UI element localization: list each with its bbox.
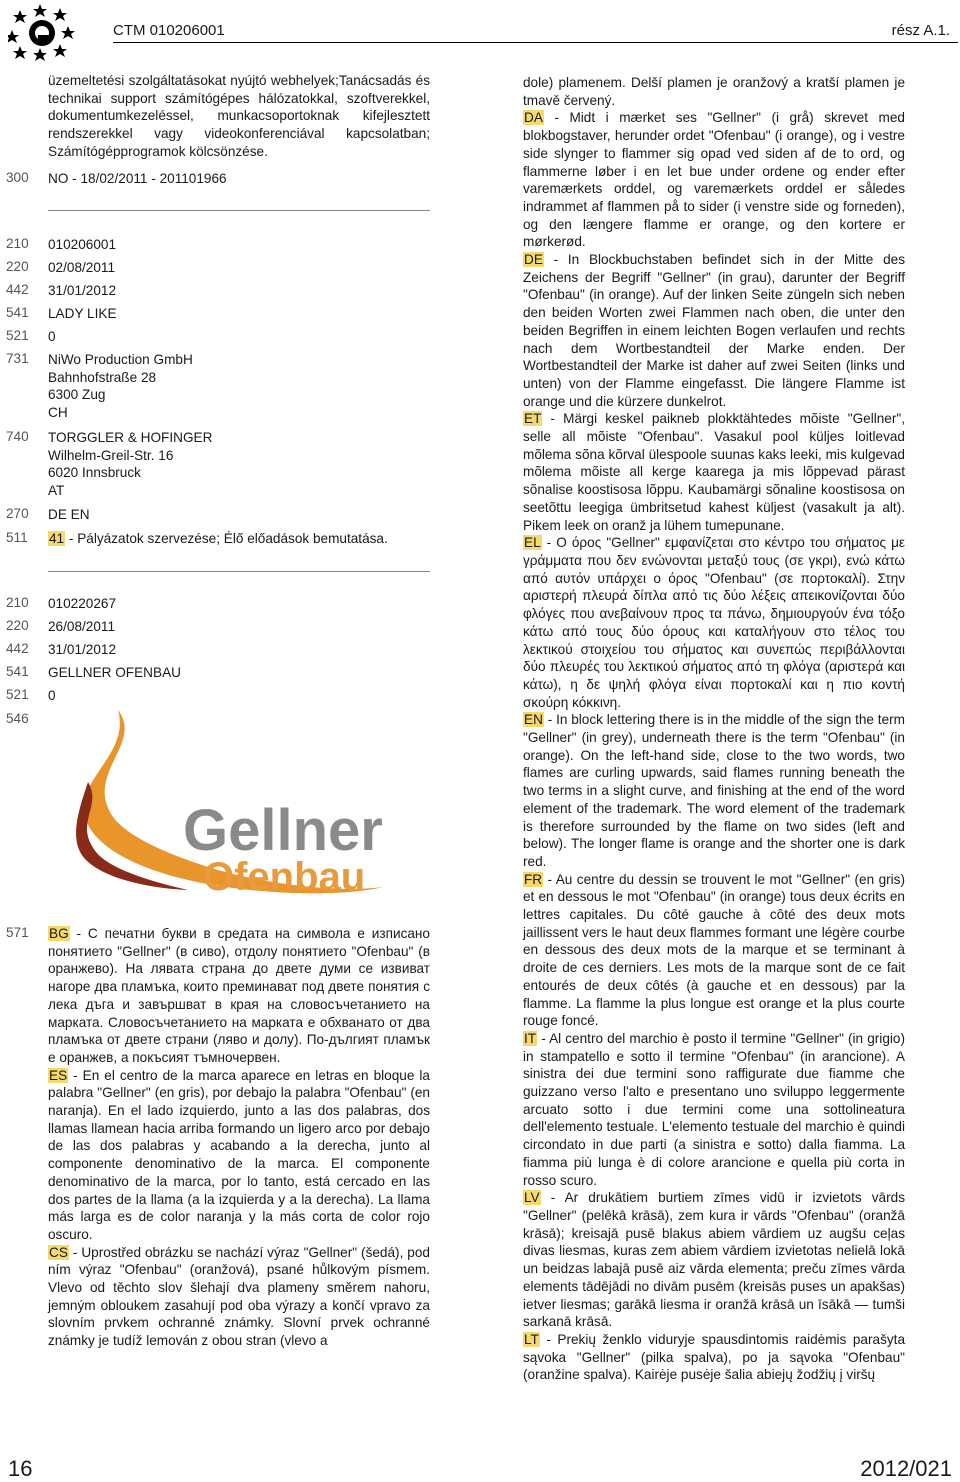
field-code: 546 — [6, 711, 29, 726]
description-de — [523, 251, 905, 410]
description-es — [48, 1067, 430, 1244]
rep-line: TORGGLER & HOFINGER — [48, 430, 213, 445]
lang-badge: ET — [524, 411, 542, 427]
lang-badge: IT — [524, 1030, 537, 1046]
field-code: 541 — [6, 664, 29, 679]
priority-value: NO - 18/02/2011 - 201101966 — [48, 171, 227, 186]
description-bg — [48, 925, 430, 1067]
description-text: - Prekių ženklo viduryje spausdintomis raidėmis parašyta sąvoka "Gellner" (pilka spalva), po ja sąvoka "Ofenbau" (oranžine spalva). Kairėje pusėje šalia abiejų žodžių į viršų — [523, 1331, 905, 1383]
rep-line: Wilhelm-Greil-Str. 16 — [48, 447, 174, 463]
goods-text: - Pályázatok szervezése; Élő előadások bemutatása. — [65, 531, 388, 546]
lang-badge: LV — [524, 1190, 540, 1206]
field-code: 442 — [6, 641, 29, 656]
entry-divider — [48, 210, 430, 211]
field-value: 26/08/2011 — [48, 619, 116, 634]
header-divider — [113, 42, 958, 43]
description-el — [523, 534, 905, 711]
description-text: - Au centre du dessin se trouvent le mot "Gellner" (en gris) et en dessous le mot "Ofenbau" (in orange) tous deux écrits en lettres capitales. Du côté gauche à côté des deux mots jaillissent vers le haut deux flammes formant une légère courbe en dessous des deux mots de la marque et se terminant à droite de ces derniers. Les mots de la marque sont de ce fait entourés de deux côtés (à gauche et en dessous) par la flamme. La flamme la plus longue est orange et la plus courte rouge foncé. — [523, 871, 905, 1029]
description-text: - In block lettering there is in the middle of the sign the term "Gellner" (in grey), underneath there is the term "Ofenbau" (in orange). On the left-hand side, close to the two words, two flames are curling upwards, said flames running beneath the two terms in a slight curve, and finishing at the end of the word element of the trademark. The word element of the trademark is therefore surrounded by the flame on two sides (left and below). The longer flame is orange and the shorter one is dark red. — [523, 712, 905, 869]
mark-name: GELLNER OFENBAU — [48, 665, 181, 680]
owner-line: 6300 Zug — [48, 387, 106, 403]
owner-line: NiWo Production GmbH — [48, 352, 193, 367]
lang-badge: ES — [49, 1067, 68, 1083]
field-code: 571 — [6, 925, 29, 940]
description-text: - Ar drukātiem burtiem zīmes vidū ir izvietots vārds "Gellner" (pelēkā krāsā), zem kura ir vārds "Ofenbau" (oranžā krāsā); kreisajā pusē blakus abiem vārdiem uz augšu ceļas divas liesmas, kuras zem abiem vārdiem izvietotas nelielā lokā un beidzas labajā pusē aiz vārda elementa; preču zīmes vārda elements tādējādi no divām pusēm (kreisās puses un apakšas) ietver liesmas; garākā liesma ir oranžā krāsā un īsākā — tumši sarkanā krāsā. — [523, 1190, 905, 1330]
lang-badge: EL — [524, 535, 541, 551]
description-it — [523, 1030, 905, 1189]
description-text: - Ο όρος "Gellner" εμφανίζεται στο κέντρο του σήματος με γράμματα που δεν ενώνονται μεταξύ τους (σε γκρι), ενώ κάτω από αυτόν υπάρχει ο όρος "Ofenbau" (σε πορτοκαλί). Στην αριστερή πλευρά δίπλα από τις δύο λέξεις απεικονίζονται δύο φλόγες που ανεβαίνουν προς τα πάνω, δημιουργούν ένα τόξο κάτω από τους δύο όρους και καταλήγουν στο τέλος του λεκτικού στοιχείου του σήματος και συνεπώς περιβάλλονται δύο πλευρές του λεκτικού σήματος από τη φλόγα (αριστερά και κάτω), η δε ψηλή φλόγα είναι πορτοκαλί και η πιο κοντή σκούρη κόκκινη. — [523, 535, 905, 710]
field-code: 210 — [6, 595, 29, 610]
field-code: 220 — [6, 259, 29, 274]
bulletin-issue: 2012/021 — [860, 1456, 952, 1481]
description-text: - Uprostřed obrázku se nachází výraz "Gellner" (šedá), pod ním výraz "Ofenbau" (oranžová), psané hůlkovým písmem. Vlevo od těchto slov šlehají dva plameny směrem nahoru, jemným obloukem zasahují pod oba výrazy a končí vpravo za slovním prvkem ochranné známky. Slovní prvek ochranné známky je tudíž lemován z obou stran (vlevo a — [48, 1244, 430, 1349]
intro-goods-text: üzemeltetési szolgáltatásokat nyújtó webhelyek;Tanácsadás és technikai support számítógépes hálózatokkal, szoftverekkel, dokumentumkezeléssel, munkacsoportoknak kifejlesztett rendszerekkel vagy videokonferenciával kapcsolatban; Számítógépprogramok kölcsönzése. — [48, 73, 430, 159]
description-fr — [523, 871, 905, 1030]
entry-divider — [48, 571, 430, 572]
description-cs — [48, 1244, 430, 1350]
field-value: 31/01/2012 — [48, 642, 117, 657]
descriptions-left — [48, 925, 430, 1350]
lang-badge: DA — [524, 110, 543, 126]
rep-line: 6020 Innsbruck — [48, 465, 141, 481]
document-title: CTM 010206001 — [113, 22, 225, 39]
field-code: 731 — [6, 351, 29, 366]
field-value: 31/01/2012 — [48, 283, 117, 298]
class-number-badge: 41 — [49, 531, 65, 546]
field-code: 521 — [6, 328, 29, 343]
field-code: 521 — [6, 687, 29, 702]
description-da — [523, 109, 905, 251]
field-value: 0 — [48, 329, 56, 344]
description-et — [523, 410, 905, 534]
languages: DE EN — [48, 507, 90, 522]
description-text: - С печатни букви в средата на символа е изписано понятието "Gellner" (в сиво), отдолу понятието "Ofenbau" (в оранжево). На лявата страна до двете думи се извиват нагоре два пламъка, които преминават под двете понятия с лека дъга и завършват в края на словосъчетанието на марката. Словосъчетанието на марката е обхванато от два пламъка от двете страни (ляво и долу). По-дългият пламък е оранжев, а покъсият тъмночервен. — [48, 926, 430, 1065]
description-lv — [523, 1189, 905, 1331]
lang-badge: BG — [49, 926, 69, 941]
description-cs-continued: dole) plamenem. Delší plamen je oranžový a kratší plamen je tmavě červený. — [523, 75, 905, 108]
field-value: 010220267 — [48, 596, 117, 611]
page-number: 16 — [8, 1456, 33, 1481]
mark-name: LADY LIKE — [48, 306, 117, 321]
owner-line: Bahnhofstraße 28 — [48, 369, 157, 385]
description-text: - Märgi keskel paikneb plokktähtedes mõiste "Gellner", selle all mõiste "Ofenbau". Vasakul pool küljes loitlevad mõlema sõna kõrval ülespoole suunas kaks leeki, mis kulgevad mõlema mõiste all kerge kaarega ja mis lõppevad pärast sõnalise koostisosa lõppu. Kaubamärgi sõnaline koostisosa on seetõttu leegiga ümbritsetud kahest küljest (vasakult ja alt). Pikem leek on oranž ja lühem tumepunane. — [523, 411, 905, 533]
lang-badge: EN — [524, 712, 543, 728]
field-value: 010206001 — [48, 237, 117, 252]
gellner-ofenbau-logo — [48, 702, 430, 902]
field-value: 0 — [48, 688, 56, 703]
goods-services — [48, 530, 388, 548]
logo-ofenbau-text: Ofenbau — [203, 855, 366, 899]
lang-badge: FR — [524, 871, 543, 887]
description-text: - Midt i mærket ses "Gellner" (i grå) skrevet med blokbogstaver, herunder ordet "Ofenbau" (i orange), og i vestre side slynger to flammer sig opad ved siden af de to ord, og flammerne løber i en let bue under ordene og ender efter varemærkets orddel, og varemærkets orddel er således indrammet af flammen på to sider (i venstre side og forneden), og den længere flamme er orange, og den kortere er mørkerød. — [523, 110, 905, 250]
field-code: 300 — [6, 170, 29, 185]
descriptions-right — [523, 74, 905, 1384]
lang-badge: DE — [524, 252, 543, 268]
description-en — [523, 711, 905, 870]
description-text: - In Blockbuchstaben befindet sich in der Mitte des Zeichens der Begriff "Gellner" (in grau), darunter der Begriff "Ofenbau" (in orange). Auf der linken Seite züngeln sich neben den beiden Worten zwei Flammen nach oben, die unter den beiden Begriffen in einem leichten Bogen verlaufen und rechts nach dem Wortbestandteil der Marke enden. Der Wortbestandteil der Marke ist daher auf zwei Seiten (links und unten) von der Flamme eingefasst. Die längere Flamme ist orange und die kürzere dunkelrot. — [523, 252, 905, 409]
field-code: 270 — [6, 506, 29, 521]
description-lt — [523, 1331, 905, 1384]
lang-badge: CS — [49, 1244, 68, 1260]
rep-line: AT — [48, 483, 65, 499]
field-value: 02/08/2011 — [48, 260, 116, 275]
description-text: - En el centro de la marca aparece en letras en bloque la palabra "Gellner" (en gris), por debajo la palabra "Ofenbau" (en naranja). En el lado izquierdo, junto a las dos palabras, dos llamas llamean hacia arriba formando un ligero arco por debajo de las dos palabras y acabando a la derecha, junto al componente denominativo de la marca. El componente denominativo de la marca, por lo tanto, está cercado en las dos partes de la llama (a la izquierda y a la derecha). La llama más larga es de color naranja y la más corta de color rojo oscuro. — [48, 1067, 430, 1242]
logo-gellner-text: Gellner — [183, 798, 383, 863]
field-code: 511 — [6, 530, 28, 545]
section-label: rész A.1. — [891, 22, 950, 39]
owner-line: CH — [48, 405, 68, 421]
representative-block — [48, 429, 212, 500]
lang-badge: LT — [524, 1331, 539, 1347]
field-code: 210 — [6, 236, 29, 251]
field-code: 220 — [6, 618, 29, 633]
field-code: 442 — [6, 282, 29, 297]
field-code: 541 — [6, 305, 29, 320]
field-code: 740 — [6, 429, 29, 444]
description-text: - Al centro del marchio è posto il termine "Gellner" (in grigio) in stampatello e sotto il termine "Ofenbau" (in arancione). A sinistra dei due termini sono raffigurate due fiamme che guizzano verso l'alto e presentano uno sviluppo leggermente arcuato sotto i due termini come una sottolineatura dell'elemento testuale. L'elemento testuale del marchio è quindi circondato in due parti (a sinistra e sotto) dalla fiamma. La fiamma più lunga è di colore arancione e quella più corta in rosso scuro. — [523, 1030, 905, 1188]
owner-block — [48, 351, 193, 422]
eu-emblem-logo — [8, 2, 98, 62]
